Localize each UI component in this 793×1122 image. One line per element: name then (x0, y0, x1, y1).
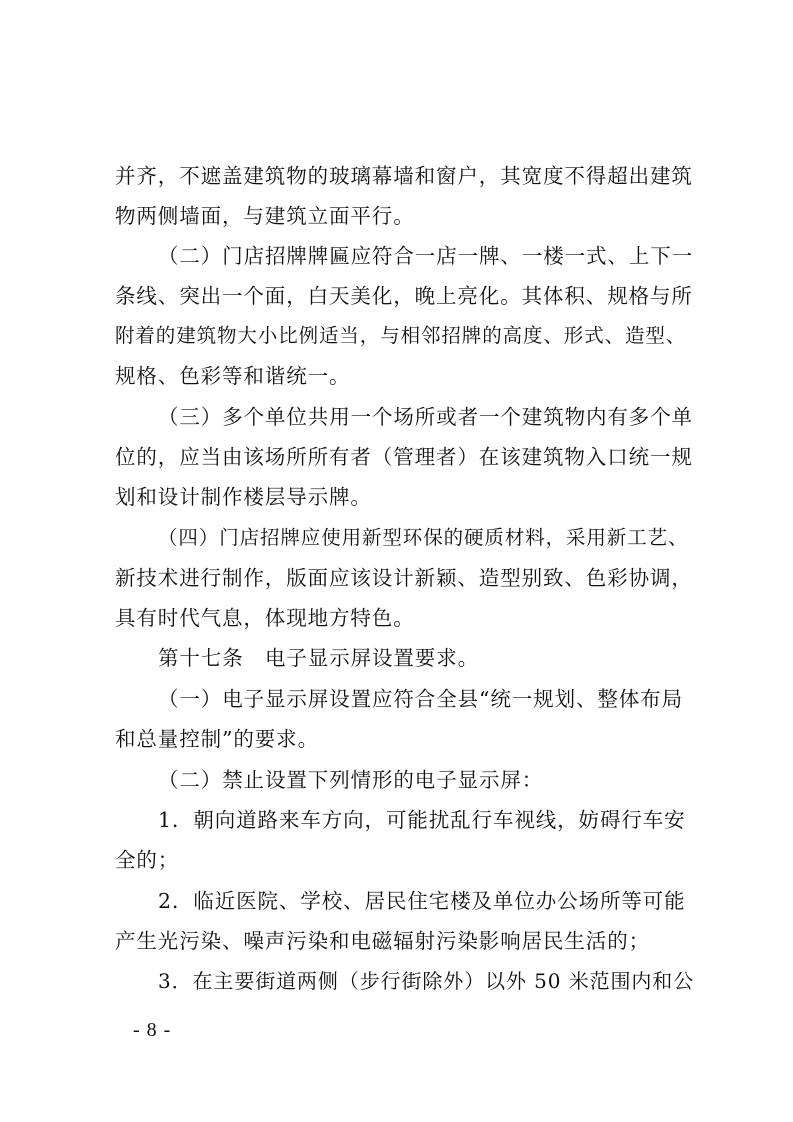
text-line: 产生光污染、噪声污染和电磁辐射污染影响居民生活的； (115, 929, 650, 953)
text-line: （二）禁止设置下列情形的电子显示屏： (158, 768, 544, 792)
text-line: 条线、突出一个面，白天美化，晚上亮化。其体积、规格与所 (115, 284, 693, 308)
text-line: 3．在主要街道两侧（步行街除外）以外 50 米范围内和公 (158, 969, 695, 993)
text-line: 划和设计制作楼层导示牌。 (115, 485, 372, 509)
text-line: （二）门店招牌牌匾应符合一店一牌、一楼一式、上下一 (158, 244, 693, 268)
text-line: 和总量控制”的要求。 (115, 727, 319, 751)
text-line: 位的，应当由该场所所有者（管理者）在该建筑物入口统一规 (115, 445, 693, 469)
section-heading: 第十七条 电子显示屏设置要求。 (158, 646, 479, 670)
text-line: 2．临近医院、学校、居民住宅楼及单位办公场所等可能 (158, 889, 686, 913)
text-line: 全的； (115, 848, 180, 872)
text-line: （一）电子显示屏设置应符合全县“统一规划、整体布局 (158, 687, 683, 711)
text-line: （四）门店招牌应使用新型环保的硬质材料，采用新工艺、 (158, 526, 689, 549)
page-number: - 8 - (133, 1019, 172, 1041)
text-line: 规格、色彩等和谐统一。 (115, 364, 351, 388)
text-line: 并齐，不遮盖建筑物的玻璃幕墙和窗户，其宽度不得超出建筑 (115, 164, 693, 188)
text-line: 具有时代气息，体现地方特色。 (115, 606, 415, 630)
text-line: （三）多个单位共用一个场所或者一个建筑物内有多个单 (158, 405, 693, 429)
text-line: 物两侧墙面，与建筑立面平行。 (115, 204, 415, 228)
text-line: 1．朝向道路来车方向，可能扰乱行车视线，妨碍行车安 (158, 808, 686, 832)
text-line: 新技术进行制作，版面应该设计新颖、造型别致、色彩协调， (115, 566, 693, 590)
text-line: 附着的建筑物大小比例适当，与相邻招牌的高度、形式、造型、 (115, 324, 687, 347)
